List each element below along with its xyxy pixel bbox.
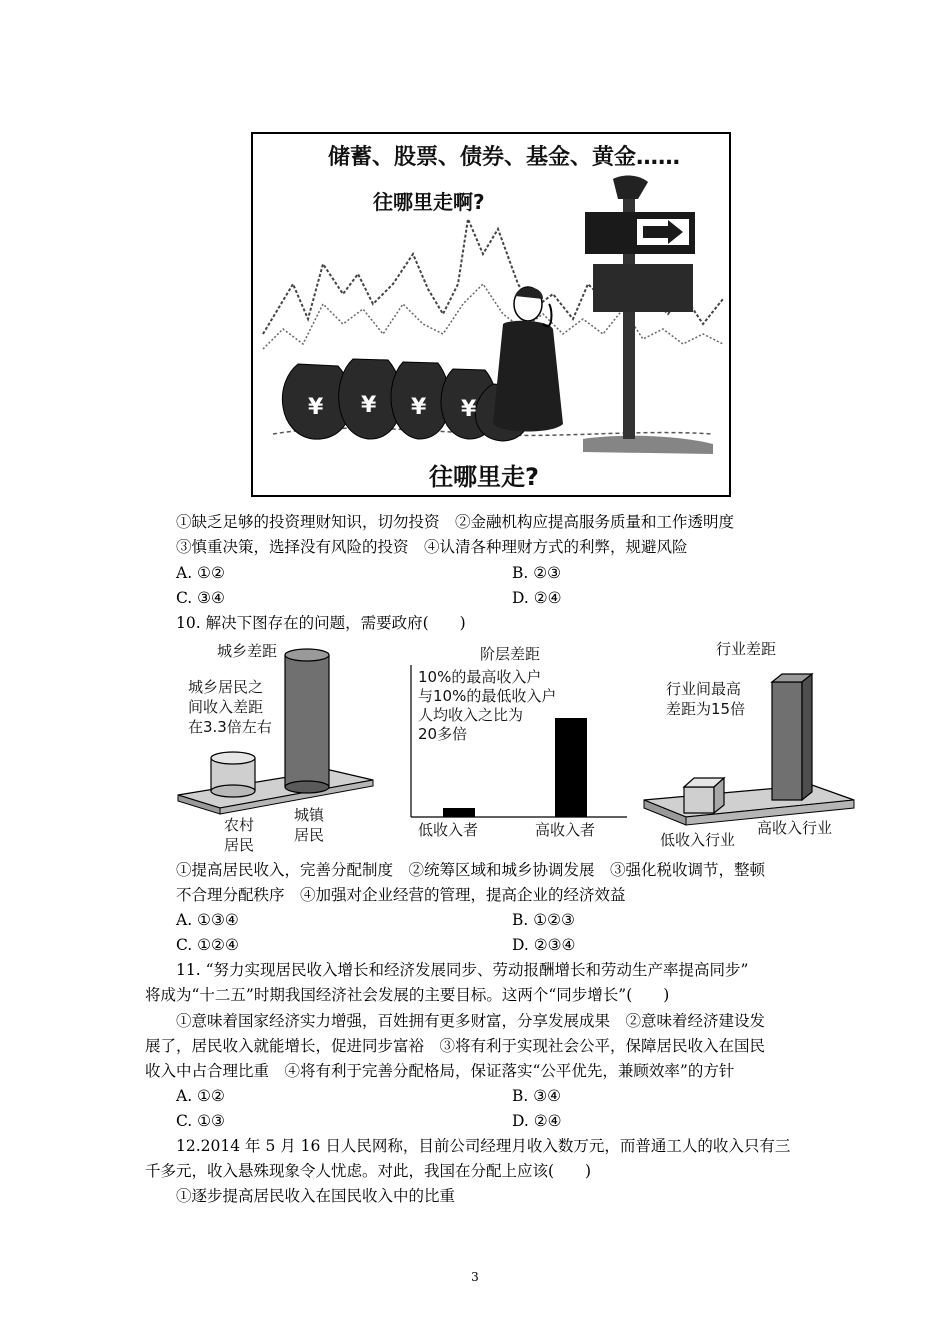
bar-rural <box>211 752 255 797</box>
cartoon-bottom-text: 往哪里走? <box>429 463 539 491</box>
chart-urban-rural-label-urban-1: 城镇 <box>294 806 325 824</box>
cartoon-question: 往哪里走啊? <box>373 190 485 214</box>
chart-urban-rural-title: 城乡差距 <box>217 642 278 660</box>
chart-stratum-graphic <box>405 665 630 825</box>
chart-industry-title: 行业差距 <box>716 640 777 658</box>
q12-statement-line1: ①逐步提高居民收入在国民收入中的比重 <box>176 1187 456 1205</box>
svg-text:¥: ¥ <box>361 393 377 418</box>
q9-option-a: A. ①② <box>176 564 225 582</box>
q11-option-d: D. ②④ <box>512 1112 562 1130</box>
cartoon-drawing <box>253 134 729 495</box>
q11-statement-line3: 收入中占合理比重 ④将有利于完善分配格局，保证落实“公平优先，兼顾效率”的方针 <box>145 1062 735 1080</box>
chart-stratum-note-3: 人均收入之比为 <box>418 706 524 724</box>
chart-urban-rural-label-urban-2: 居民 <box>294 826 325 844</box>
q9-option-d: D. ②④ <box>512 589 562 607</box>
q12-stem-line1: 12.2014 年 5 月 16 日人民网称，目前公司经理月收入数万元，而普通工人的收入只有三 <box>176 1137 791 1155</box>
chart-stratum-note-1: 10%的最高收入户 <box>418 668 542 686</box>
q11-stem-line1: 11. “努力实现居民收入增长和经济发展同步、劳动报酬增长和劳动生产率提高同步” <box>176 961 749 979</box>
q10-statement-line2: 不合理分配秩序 ④加强对企业经营的管理，提高企业的经济效益 <box>176 886 626 904</box>
bar-urban <box>285 649 329 793</box>
chart-urban-rural-note-2: 间收入差距 <box>188 698 264 716</box>
q10-option-a: A. ①③④ <box>176 911 239 929</box>
cartoon-illustration <box>251 132 731 497</box>
chart-stratum-note-2: 与10%的最低收入户 <box>418 687 557 705</box>
q10-stem: 10. 解决下图存在的问题，需要政府( ) <box>176 614 466 632</box>
bar-high-industry <box>772 674 812 800</box>
q9-statement-line2: ③慎重决策，选择没有风险的投资 ④认清各种理财方式的利弊，规避风险 <box>176 538 688 556</box>
chart-industry-graphic <box>642 665 857 835</box>
q11-option-b: B. ③④ <box>512 1087 562 1105</box>
chart-industry-note-2: 差距为15倍 <box>666 700 746 718</box>
chart-stratum-label-high: 高收入者 <box>535 821 596 839</box>
chart-urban-rural-note-3: 在3.3倍左右 <box>188 718 272 736</box>
q10-option-c: C. ①②④ <box>176 936 239 954</box>
chart-industry-label-low: 低收入行业 <box>660 831 736 849</box>
bar-high-income <box>555 718 587 817</box>
chart-urban-rural-label-rural-2: 居民 <box>224 836 255 854</box>
q10-option-d: D. ②③④ <box>512 936 576 954</box>
q9-option-c: C. ③④ <box>176 589 225 607</box>
q10-option-b: B. ①②③ <box>512 911 575 929</box>
svg-text:¥: ¥ <box>461 397 477 422</box>
chart-industry-label-high: 高收入行业 <box>757 819 833 837</box>
q11-statement-line2: 展了，居民收入就能增长，促进同步富裕 ③将有利于实现社会公平，保障居民收入在国民 <box>145 1037 766 1055</box>
bar-low-industry <box>684 778 724 813</box>
page-number: 3 <box>471 1270 479 1284</box>
svg-text:¥: ¥ <box>308 395 324 420</box>
chart-stratum-label-low: 低收入者 <box>418 821 479 839</box>
q10-statement-line1: ①提高居民收入，完善分配制度 ②统筹区域和城乡协调发展 ③强化税收调节，整顿 <box>176 861 766 879</box>
chart-urban-rural-label-rural-1: 农村 <box>224 816 255 834</box>
q12-stem-line2: 千多元，收入悬殊现象令人忧虑。对此，我国在分配上应该( ) <box>145 1162 592 1180</box>
q11-statement-line1: ①意味着国家经济实力增强，百姓拥有更多财富，分享发展成果 ②意味着经济建设发 <box>176 1012 766 1030</box>
chart-industry-note-1: 行业间最高 <box>666 680 742 698</box>
q11-stem-line2: 将成为“十二五”时期我国经济社会发展的主要目标。这两个“同步增长”( ) <box>145 986 670 1004</box>
chart-urban-rural-note-1: 城乡居民之 <box>188 678 264 696</box>
svg-text:¥: ¥ <box>411 395 427 420</box>
q11-option-c: C. ①③ <box>176 1112 225 1130</box>
q9-statement-line1: ①缺乏足够的投资理财知识，切勿投资 ②金融机构应提高服务质量和工作透明度 <box>176 513 735 531</box>
chart-urban-rural-graphic <box>175 640 375 825</box>
bar-low-income <box>443 808 475 817</box>
chart-stratum-note-4: 20多倍 <box>418 725 468 743</box>
cartoon-top-text: 储蓄、股票、债券、基金、黄金…… <box>328 145 681 170</box>
q11-option-a: A. ①② <box>176 1087 225 1105</box>
chart-stratum-title: 阶层差距 <box>480 645 541 663</box>
q9-option-b: B. ②③ <box>512 564 562 582</box>
